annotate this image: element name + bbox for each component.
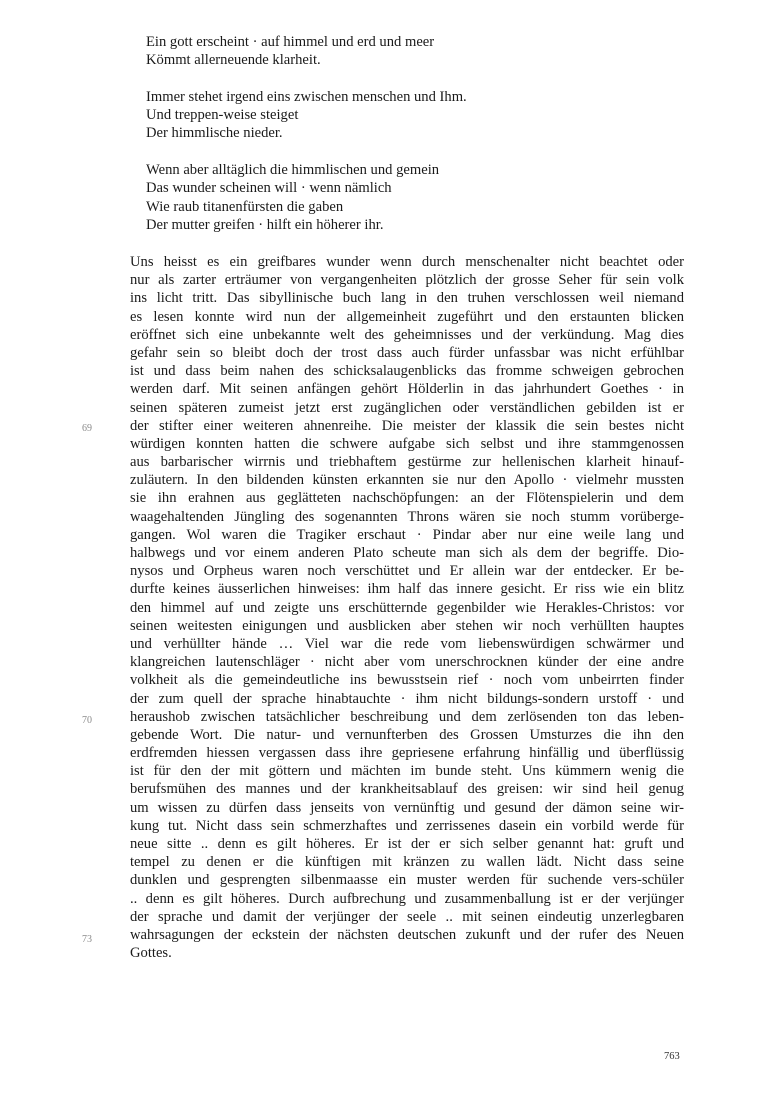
prose-line: ist und dass beim nahen des schicksalaugenblicks das fromme schweigen gebrochen (130, 363, 684, 380)
prose-line: es lesen konnte wird nun der allgemeinheit zugeführt und den erstaunten blicken (130, 308, 684, 325)
prose-line: berufsmühen des mannes und der krankheitsablauf des greisen: wir sind heil genug (130, 781, 684, 798)
poem-line: Und treppen-weise steiget (146, 107, 299, 124)
prose-line: würdigen konnten hatten die schwere aufgabe sich selbst und ihre stammgenossen (130, 435, 684, 452)
prose-line: zuläutern. In den bildenden künsten erkannten sie nur den Apollo · vielmehr mussten (130, 472, 684, 489)
prose-paragraph (130, 253, 684, 962)
prose-line: waagehaltenden Jüngling des sogenannten Throns wären sie noch stumm vorüberge- (130, 508, 684, 525)
poem-stanza-3 (146, 161, 467, 234)
prose-line: Gottes. (130, 945, 172, 962)
margin-line-number: 70 (82, 715, 92, 726)
prose-line: ist für den der mit göttern und mächten im bunde steht. Uns kümmern wenig die (130, 763, 684, 780)
prose-line: tempel zu denen er die künftigen mit kränzen zu wallen lädt. Nicht dass seine (130, 854, 684, 871)
prose-line: sie ihn erahnen aus geglätteten nachschöpfungen: an der Flötenspielerin und dem (130, 490, 684, 507)
poem-line: Ein gott erscheint · auf himmel und erd und meer (146, 34, 435, 50)
poem-line: Wenn aber alltäglich die himmlischen und gemein (146, 162, 440, 179)
prose-line: und verhüllter hände … Viel war die rede vom liebenswürdigen schwärmer und (130, 635, 684, 652)
prose-line: der zum quell der sprache hinabtauchte · ihm nicht bildungs-sondern urstoff · und (130, 690, 684, 707)
prose-line: erdfremden hiessen vergassen dass ihre gepriesene erfahrung hinfällig und überflüssig (130, 745, 684, 762)
prose-line: aus barbarischer wirrnis und triebhaftem gestürme zur hellenischen klarheit hinauf- (130, 454, 684, 471)
poem-line: Immer stehet irgend eins zwischen menschen und Ihm. (146, 88, 467, 105)
prose-line: der sprache und damit der verjünger der seele .. mit seinen eindeutig unzerlegbaren (130, 908, 684, 925)
poem-stanza-1 (146, 33, 467, 69)
poem-line: Der himmlische nieder. (146, 125, 283, 142)
prose-line: gefahr sein so bleibt doch der trost dass auch fürder unfassbar was nicht erfühlbar (130, 344, 684, 361)
prose-line: seinen späteren zumeist jetzt erst zugänglichen oder verständlichen gebilden ist er (130, 399, 684, 416)
prose-line: .. denn es gilt höheres. Durch aufbrechung und zusammenballung ist er der verjünger (130, 890, 684, 907)
prose-line: gebende Wort. Die natur- und vernunfterben des Grossen Umsturzes die ihn den (130, 726, 684, 743)
prose-line: werden darf. Mit seinen anfängen gehört Hölderlin in das jahrhundert Goethes · in (130, 381, 684, 398)
prose-line: gangen. Wol waren die Tragiker erschaut · Pindar aber nur eine weile lang und (130, 526, 684, 543)
prose-line: der stifter einer weiteren ahnenreihe. Die meister der klassik die sein bestes nicht (130, 417, 684, 434)
prose-line: eröffnet sich eine unbekannte welt des geheimnisses und der verkündung. Mag dies (130, 326, 684, 343)
prose-line: halbwegs und vor einem anderen Plato scheute man sich als dem der begriffe. Dio- (130, 545, 684, 561)
prose-line: dunklen und gesprengten silbenmaasse ein muster werden für suchende vers-schüler (130, 872, 684, 889)
page-number: 763 (664, 1051, 680, 1062)
prose-line: neue sitte .. denn es gilt höheres. Er ist der er sich selber genannt hat: gruft und (130, 836, 684, 852)
prose-line: heraushob zwischen tatsächlicher beschreibung und dem zerlösenden ton das leben- (130, 708, 684, 725)
prose-line: um wissen zu dürfen dass jenseits von vernünftig und gesund der dämon seine wir- (130, 799, 684, 816)
prose-line: volkheit als die gemeindeutliche ins bewusstsein rief · noch vom unbeirrten finder (130, 672, 684, 689)
prose-line: den himmel auf und zeigte uns erschütternde gegenbilder wie Herakles-Christos: vor (130, 599, 684, 616)
prose-line: wahrsagungen der eckstein der nächsten deutschen zukunft und der rufer des Neuen (130, 926, 684, 943)
margin-line-number: 69 (82, 423, 92, 434)
poem (146, 33, 467, 252)
prose-line: ins licht tritt. Das sibyllinische buch lang in den truhen verschlossen weil niemand (130, 290, 684, 307)
prose-line: seinen weitesten einigungen und ausblicken aber stehen wir noch verhüllten hauptes (130, 617, 684, 634)
poem-line: Das wunder scheinen will · wenn nämlich (146, 180, 392, 197)
prose-line: nur als zarter erträumer von vergangenheiten plötzlich der grosse Seher für sein volk (130, 272, 684, 289)
poem-stanza-2 (146, 88, 467, 143)
poem-line: Kömmt allerneuende klarheit. (146, 52, 321, 69)
prose-line: Uns heisst es ein greifbares wunder wenn durch menschenalter nicht beachtet oder (130, 254, 684, 270)
prose-line: kung tut. Nicht dass sein schmerzhaftes und zerrissenes dasein ein vorbild werde für (130, 817, 684, 834)
prose-line: klangreichen lautenschläger · nicht aber vom unerschrocknen künder der eine andre (130, 654, 684, 671)
prose-line: durfte keines äusserlichen hinweises: ihm half das innere gesicht. Er riss wie ein blitz (130, 581, 684, 598)
poem-line: Wie raub titanenfürsten die gaben (146, 198, 344, 215)
prose-line: nysos und Orpheus waren noch verschüttet und Er allein war der entdecker. Er be- (130, 563, 684, 580)
poem-line: Der mutter greifen · hilft ein höherer ihr. (146, 216, 384, 233)
margin-line-number: 73 (82, 934, 92, 945)
